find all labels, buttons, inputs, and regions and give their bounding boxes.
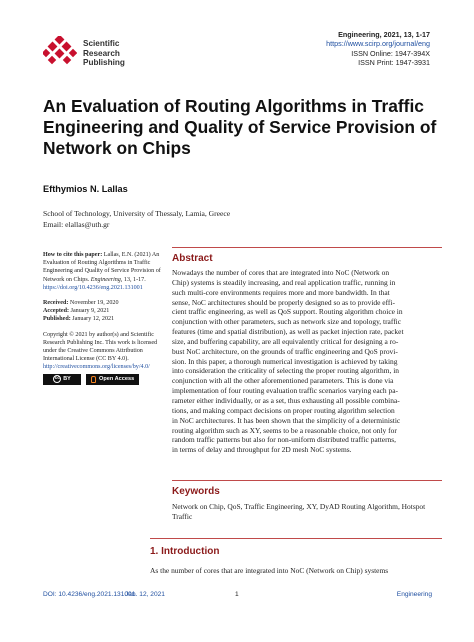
journal-url-link[interactable]: https://www.scirp.org/journal/eng — [326, 39, 430, 49]
abstract-divider — [172, 247, 442, 248]
received-label: Received: — [43, 300, 69, 307]
affiliation-email: Email: elallas@uth.gr — [43, 219, 110, 229]
publisher-name-line: Research — [83, 48, 120, 58]
abstract-line: Chip) systems is steadily increasing, and real application traffic, running in — [172, 277, 396, 287]
affiliation — [43, 209, 230, 230]
footer-doi-link[interactable]: DOI: 10.4236/eng.2021.131001 — [43, 591, 136, 598]
abstract-heading: Abstract — [172, 253, 213, 264]
article-sidebar — [43, 251, 163, 392]
cc-icon: cc — [53, 375, 61, 383]
accepted-date — [43, 307, 163, 315]
issn-online: ISSN Online: 1947-394X — [351, 48, 430, 58]
abstract-line: routing algorithm such as XY, seems to be a reasonable choice, not only for — [172, 425, 397, 435]
published-label: Published: — [43, 316, 71, 323]
abstract-line: such multi-core environments requires more and more bandwidth. In that — [172, 287, 390, 297]
introduction-heading: 1. Introduction — [150, 546, 220, 557]
keywords-heading: Keywords — [172, 486, 220, 497]
open-access-label: Open Access — [99, 376, 135, 383]
abstract-line: into consideration the criticality of selecting the proper routing algorithm, in — [172, 366, 399, 376]
keywords-divider — [172, 480, 442, 481]
journal-info — [326, 30, 430, 68]
title-line: An Evaluation of Routing Algorithms in Traffic — [43, 96, 424, 116]
cite-text: Lallas, E.N. (2021) An Evaluation of Routing Algorithms in Traffic Engineering and Quality of Service Provision of Network on Chips. — [43, 252, 161, 283]
published-date — [43, 315, 163, 323]
copyright-notice — [43, 331, 163, 385]
accepted-value: January 9, 2021 — [69, 308, 110, 315]
abstract-line: in terms of delay and throughput for 2D mesh NoC systems. — [172, 445, 352, 455]
abstract-line: conjunction with other parameters, such as network size and topology, traffic — [172, 317, 402, 327]
abstract-line: Nowadays the number of cores that are integrated into NoC (Network on — [172, 268, 390, 277]
received-value: November 19, 2020 — [68, 300, 119, 307]
publisher-name-line: Scientific — [83, 39, 120, 48]
title-line: Network on Chips — [43, 138, 191, 158]
cc-badge-label: BY — [63, 376, 71, 383]
abstract-body — [172, 268, 442, 455]
abstract-line: features (time and spatial distribution), as well as packet injection rate, packet — [172, 327, 404, 337]
introduction-first-line: As the number of cores that are integrated into NoC (Network on Chip) systems — [150, 566, 389, 575]
publisher-logo[interactable] — [43, 36, 193, 70]
license-badges — [43, 374, 163, 385]
abstract-line: sion. In this paper, a thorough numerical investigation is achieved by taking — [172, 356, 398, 366]
cite-journal: Engineering — [90, 276, 121, 283]
article-dates — [43, 299, 163, 324]
paper-title — [43, 96, 443, 159]
abstract-line: in NoC architectures. It has been shown that the simplicity of a deterministic — [172, 415, 401, 425]
page-number: 1 — [235, 591, 239, 598]
affiliation-school: School of Technology, University of Thessaly, Lamia, Greece — [43, 209, 231, 218]
abstract-line: implementation of four routing evaluation traffic scenarios varying each pa- — [172, 386, 399, 396]
footer-journal-link[interactable]: Engineering — [396, 591, 432, 598]
cite-label: How to cite this paper: — [43, 252, 103, 258]
abstract-line: rameter either individually, or as a set, thus exhausting all possible combina- — [172, 395, 400, 405]
abstract-line: random traffic patterns but also for non-uniform distributed traffic patterns, — [172, 435, 397, 445]
abstract-line: cient traffic engineering, as well as QoS support. Routing algorithm choice in — [172, 307, 403, 317]
abstract-line: conjunction with all the other aforementioned parameters. This is done via — [172, 376, 394, 386]
introduction-divider — [150, 538, 442, 539]
title-line: Engineering and Quality of Service Provision of — [43, 117, 437, 137]
author-name: Efthymios N. Lallas — [43, 184, 128, 194]
cc-license-link[interactable]: http://creativecommons.org/licenses/by/4.0/ — [43, 364, 150, 371]
accepted-label: Accepted: — [43, 308, 70, 315]
cc-by-badge[interactable] — [43, 374, 81, 385]
journal-citation: Engineering, 2021, 13, 1-17 — [338, 30, 430, 39]
copyright-text: Copyright © 2021 by author(s) and Scientific Research Publishing Inc. This work is licensed under the Creative Commons Attribution International License (CC BY 4.0). — [43, 331, 158, 363]
how-to-cite — [43, 251, 163, 292]
publisher-logo-icon — [43, 36, 77, 66]
issn-print: ISSN Print: 1947-3931 — [358, 58, 430, 68]
publisher-name-line: Publishing — [83, 58, 125, 68]
abstract-line: tions, and making compact decisions on proper routing algorithm selection — [172, 405, 395, 415]
footer-date: Jan. 12, 2021 — [125, 591, 165, 598]
abstract-line: size, and buffering capability, are all equivalently critical for designing a ro- — [172, 336, 399, 346]
published-value: January 12, 2021 — [70, 316, 115, 323]
abstract-line: sense, NoC architectures should be properly designed so as to provide effi- — [172, 297, 395, 307]
abstract-line: bust NoC architecture, on the grounds of traffic engineering and QoS provi- — [172, 346, 398, 356]
cite-doi-link[interactable]: https://doi.org/10.4236/eng.2021.131001 — [43, 284, 143, 291]
publisher-name — [83, 39, 125, 68]
cite-volume: , 13, 1-17. — [120, 276, 146, 283]
keywords-text: Network on Chip, QoS, Traffic Engineering, XY, DyAD Routing Algorithm, Hotspot Traffic — [172, 502, 426, 521]
open-access-badge[interactable] — [86, 374, 139, 385]
open-access-lock-icon — [91, 376, 96, 383]
received-date — [43, 299, 163, 307]
